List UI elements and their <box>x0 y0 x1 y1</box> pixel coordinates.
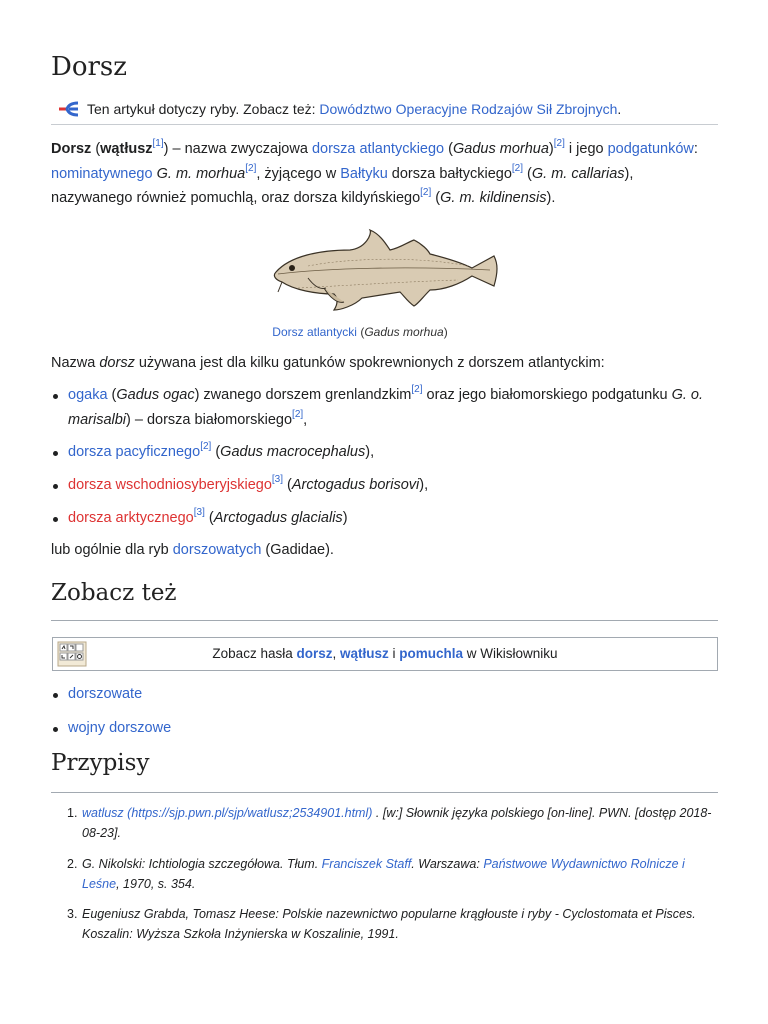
reference-text: Eugeniusz Grabda, Tomasz Heese: Polskie nazewnictwo popularne krągłouste i ryby - Cyclostomata et Pisces. Koszalin: Wyższa Szkoła Inżynierska w Koszalinie, 1991. <box>82 907 696 941</box>
intro-term: dorsz <box>99 355 135 371</box>
heading-divider <box>51 620 718 621</box>
lead-synonym: wątłusz <box>100 141 153 157</box>
lead-term: Dorsz <box>51 141 92 157</box>
reference-url-link[interactable]: watlusz (https://sjp.pwn.pl/sjp/watlusz;2534901.html) <box>82 806 373 820</box>
list-item <box>51 383 718 432</box>
heading-divider <box>51 792 718 793</box>
wiktionary-text <box>53 646 717 661</box>
item-text: ( <box>211 444 221 460</box>
reference-link[interactable]: [2] <box>200 441 212 453</box>
lead-latin-name: G. m. morhua <box>156 165 246 182</box>
link-nominatywnego[interactable]: nominatywnego <box>51 165 153 182</box>
lead-latin-name: G. m. callarias <box>531 165 625 182</box>
lead-text: dorsza bałtyckiego <box>387 165 512 182</box>
item-text: ( <box>107 387 117 403</box>
reference-item <box>51 803 718 843</box>
outro-text: (Gadidae). <box>261 542 334 558</box>
bullet <box>53 727 58 732</box>
lead-paragraph <box>51 137 718 211</box>
link-dorszowatych[interactable]: dorszowatych <box>172 542 262 558</box>
reference-link[interactable]: [2] <box>292 408 304 420</box>
link-podgatunkow[interactable]: podgatunków <box>607 141 694 157</box>
hatnote-text <box>87 101 621 117</box>
wikt-link-dorsz[interactable]: dorsz <box>296 646 333 661</box>
link-pwril[interactable]: Państwowe Wydawnictwo Rolnicze i Leśne <box>82 857 685 891</box>
disambiguation-icon <box>58 101 80 120</box>
reference-item <box>51 854 718 894</box>
section-heading-przypisy: Przypisy <box>51 750 150 776</box>
item-text: ( <box>204 510 214 526</box>
wikt-text: w Wikisłowniku <box>463 646 558 661</box>
lead-text: ), nazywanego również pomuchlą, oraz dorsza kildyńskiego <box>51 165 634 206</box>
item-text: , <box>303 411 308 428</box>
item-latin-name: Gadus macrocephalus <box>220 444 366 460</box>
reference-link[interactable]: [2] <box>411 384 423 396</box>
hatnote-end: . <box>617 101 622 117</box>
link-dorsza-pacyficznego[interactable]: dorsza pacyficznego <box>68 444 201 460</box>
bullet <box>53 693 58 698</box>
bullet <box>53 394 58 399</box>
item-text: ) zwanego dorszem grenlandzkim <box>194 387 412 403</box>
reference-link[interactable]: [2] <box>420 187 432 199</box>
lead-text: ). <box>546 190 556 206</box>
caption-text: ) <box>443 325 448 339</box>
intro-text: używana jest dla kilku gatunków spokrewnionych z dorszem atlantyckim: <box>134 355 605 371</box>
wikt-text: i <box>388 646 400 661</box>
item-latin-name: Gadus ogac <box>116 387 195 403</box>
item-text: ), <box>419 477 429 493</box>
wiktionary-box <box>52 637 718 671</box>
redlink-dorsza-wschodniosyberyjskiego[interactable]: dorsza wschodniosyberyjskiego <box>68 477 272 493</box>
reference-number: 1. <box>67 806 78 820</box>
lead-text: ) – nazwa zwyczajowa <box>163 141 312 157</box>
item-text: ), <box>365 444 375 460</box>
caption-text: ( <box>356 325 365 339</box>
bullet <box>53 517 58 522</box>
hatnote-label: Ten artykuł dotyczy ryby. Zobacz też: <box>87 101 320 117</box>
lead-text: ( <box>444 141 453 157</box>
page-title: Dorsz <box>51 52 127 82</box>
item-latin-name: Arctogadus glacialis <box>213 510 343 526</box>
lead-text: ( <box>431 190 441 206</box>
reference-link[interactable]: [2] <box>511 162 524 174</box>
item-text: oraz jego białomorskiego podgatunku <box>422 387 672 403</box>
lead-text: ) <box>548 141 554 157</box>
lead-text: : <box>693 141 698 157</box>
lead-latin-name: G. m. kildinensis <box>440 190 547 206</box>
list-item <box>51 716 718 741</box>
reference-text: G. Nikolski: Ichtiologia szczegółowa. Tłum. <box>82 857 322 871</box>
reference-number: 3. <box>67 907 78 921</box>
list-item <box>51 440 718 465</box>
item-text: ) – dorsza białomorskiego <box>126 411 293 428</box>
outro-paragraph <box>51 538 718 563</box>
reference-item <box>51 904 718 944</box>
figure-caption <box>210 325 510 339</box>
reference-text: . [w:] Słownik języka polskiego [on-line]. PWN. [dostęp 2018-08-23]. <box>82 806 712 840</box>
redlink-dorsza-arktycznego[interactable]: dorsza arktycznego <box>68 510 194 526</box>
intro-text: Nazwa <box>51 355 100 371</box>
list-item <box>51 473 718 498</box>
lead-text: , żyjącego w <box>256 165 341 182</box>
link-dorsza-atlantyckiego[interactable]: dorsza atlantyckiego <box>311 141 445 157</box>
list-item <box>51 506 718 531</box>
caption-latin-name: Gadus morhua <box>364 325 444 339</box>
link-wojny-dorszowe[interactable]: wojny dorszowe <box>68 720 172 736</box>
lead-latin-name: Gadus morhua <box>452 141 549 157</box>
wikt-text: , <box>332 646 340 661</box>
bullet <box>53 484 58 489</box>
link-franciszek-staff[interactable]: Franciszek Staff <box>321 857 412 871</box>
lead-text: ( <box>91 141 101 157</box>
reference-link[interactable]: [2] <box>553 138 565 150</box>
section-heading-zobacz-tez: Zobacz też <box>51 580 177 606</box>
intro-paragraph <box>51 351 718 376</box>
list-item <box>51 682 718 707</box>
reference-text: , 1970, s. 354. <box>116 877 196 891</box>
link-ogaka[interactable]: ogaka <box>68 387 108 403</box>
reference-link[interactable]: [1] <box>152 138 164 150</box>
item-text: ( <box>283 477 292 493</box>
reference-link[interactable]: [2] <box>245 162 257 174</box>
reference-link[interactable]: [3] <box>271 474 284 486</box>
atlantic-cod-illustration[interactable] <box>268 228 502 322</box>
hatnote <box>51 96 718 125</box>
reference-text: . Warszawa: <box>411 857 484 871</box>
reference-link[interactable]: [3] <box>193 507 205 519</box>
item-latin-name: G. o. marisalbi <box>68 387 704 428</box>
lead-text: i jego <box>564 141 608 157</box>
item-text: ) <box>342 510 348 526</box>
wikt-link-pomuchla[interactable]: pomuchla <box>399 646 464 661</box>
link-dorszowate[interactable]: dorszowate <box>68 686 143 702</box>
link-baltyku[interactable]: Bałtyku <box>340 165 388 182</box>
outro-text: lub ogólnie dla ryb <box>51 542 173 558</box>
wikt-link-watlusz[interactable]: wątłusz <box>340 646 389 661</box>
caption-link[interactable]: Dorsz atlantycki <box>272 325 357 339</box>
item-latin-name: Arctogadus borisovi <box>291 477 420 493</box>
hatnote-link[interactable]: Dowództwo Operacyjne Rodzajów Sił Zbrojnych <box>319 101 618 117</box>
wikt-text: Zobacz hasła <box>212 646 297 661</box>
reference-number: 2. <box>67 857 78 871</box>
bullet <box>53 451 58 456</box>
lead-text: ( <box>523 165 532 182</box>
